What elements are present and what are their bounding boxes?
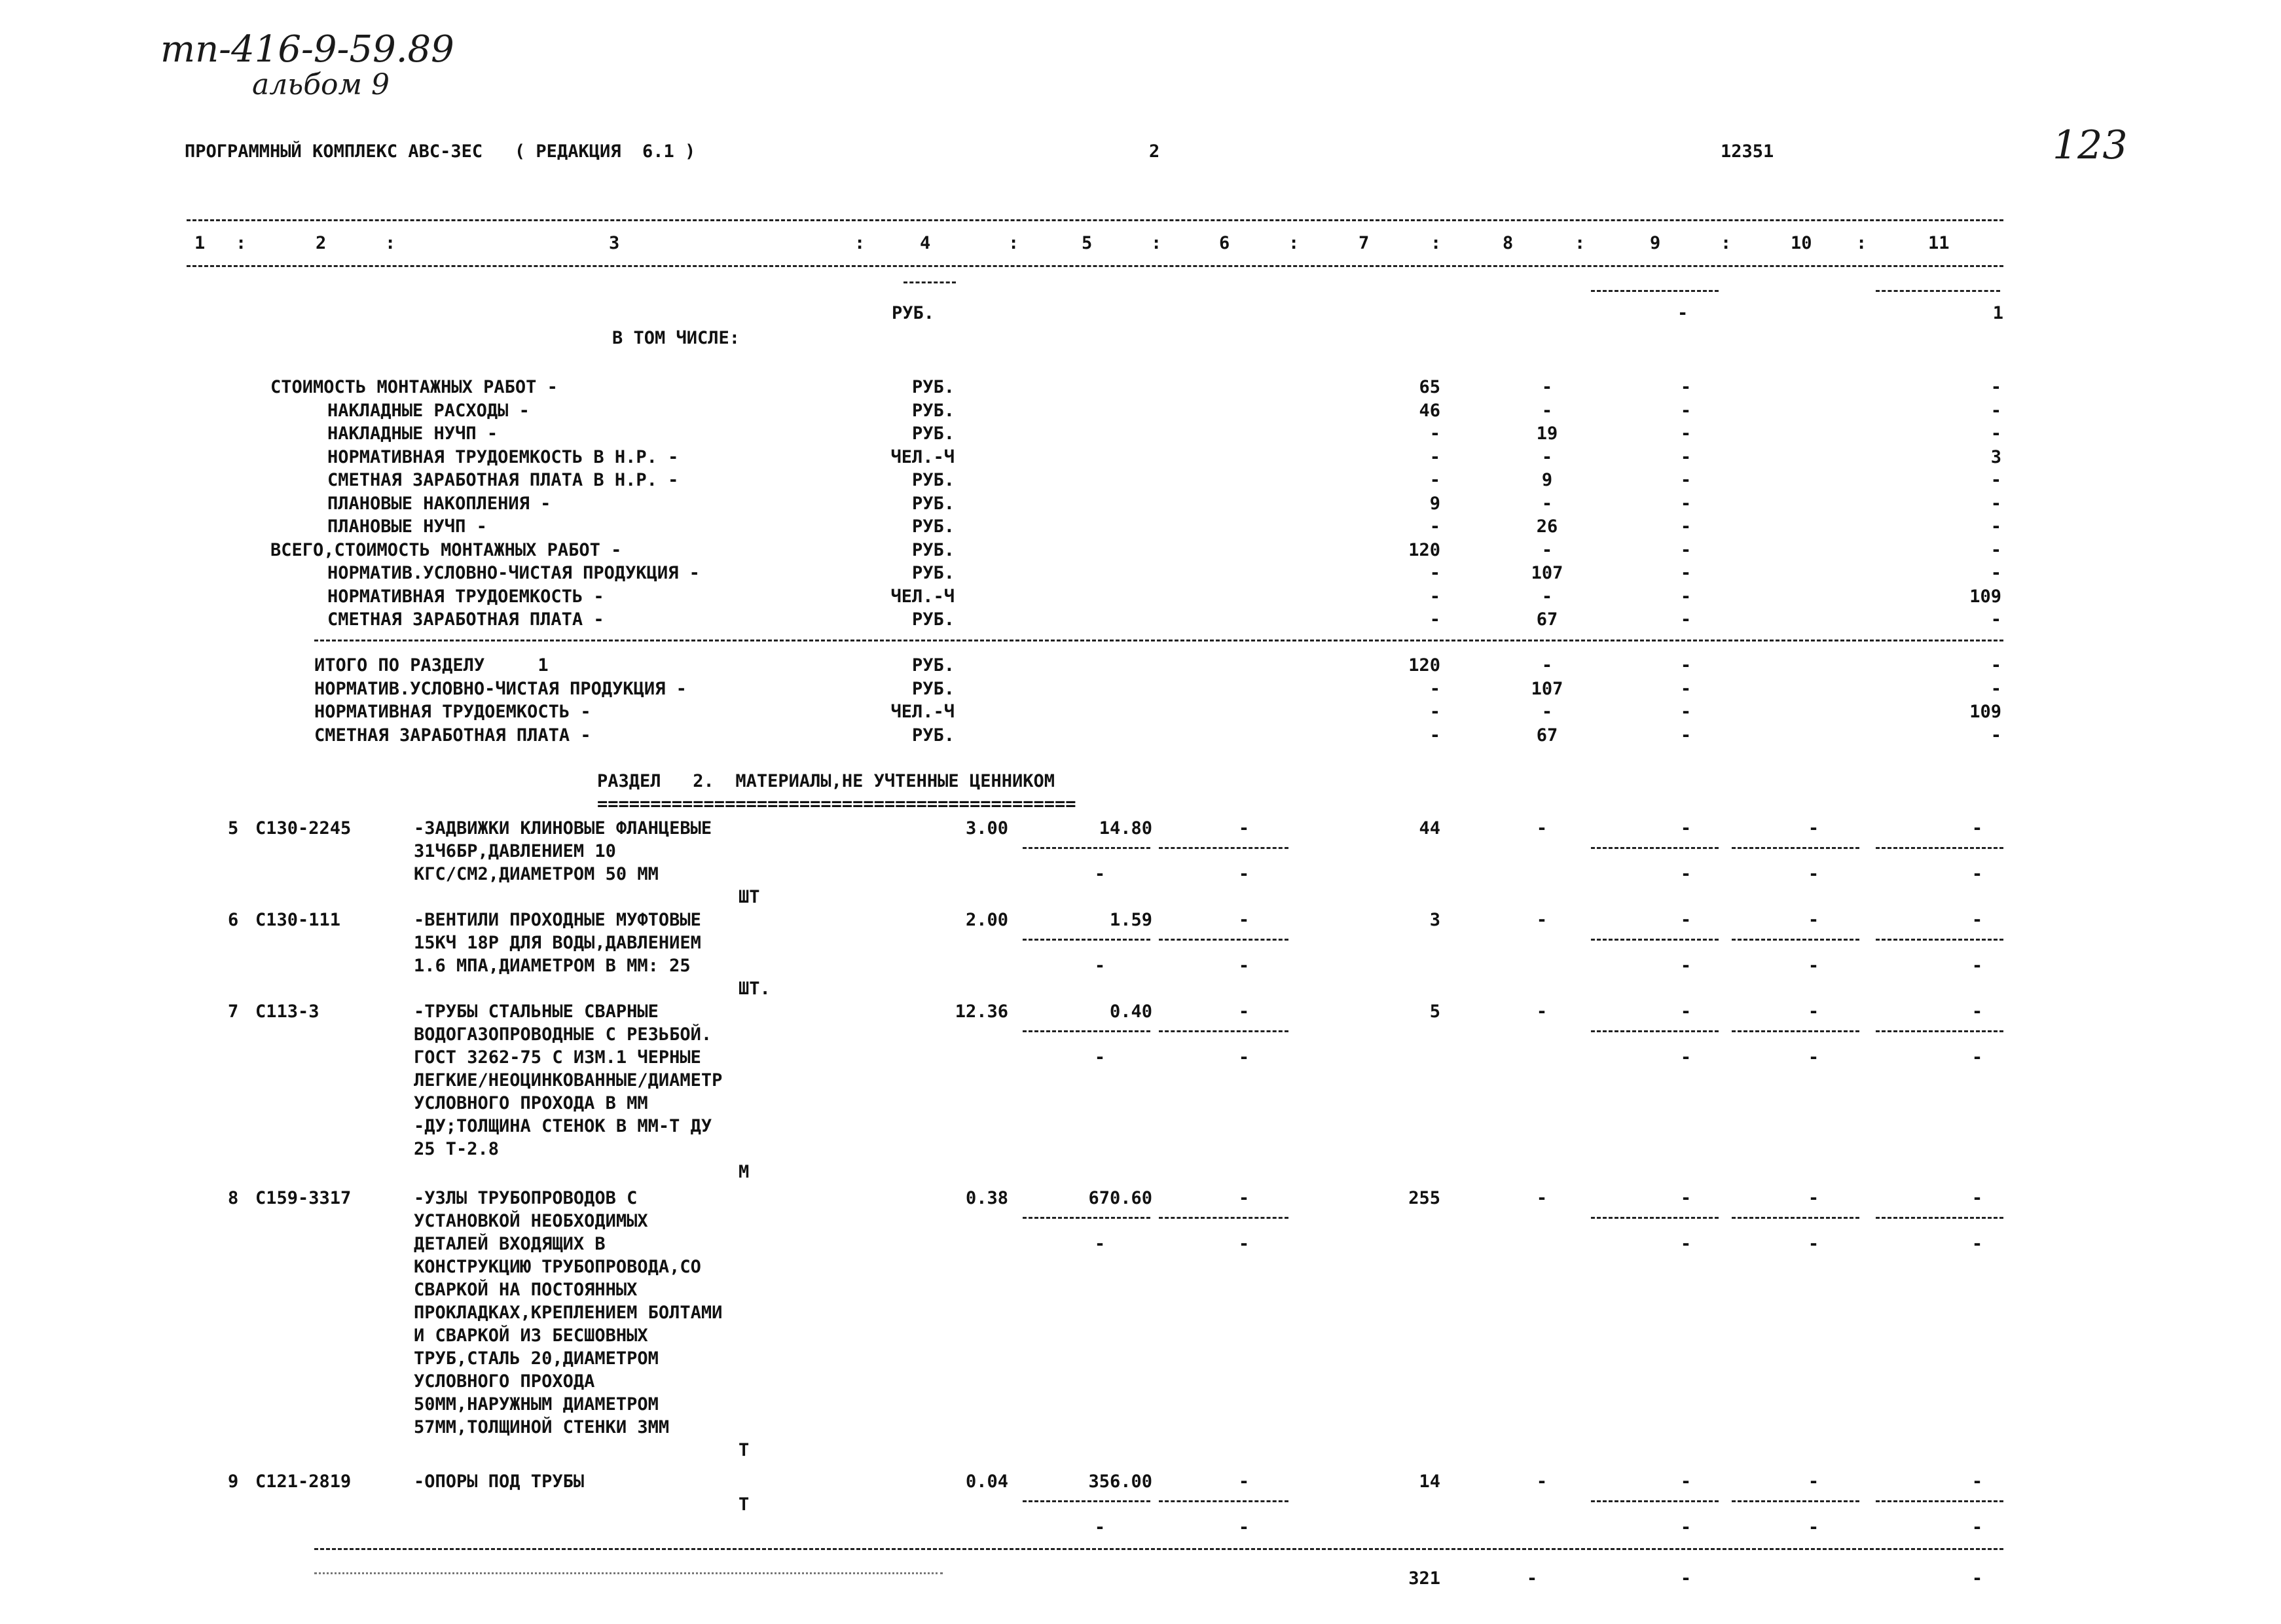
row-col8: - xyxy=(1541,539,1553,560)
item-description-line: -ЗАДВИЖКИ КЛИНОВЫЕ ФЛАНЦЕВЫЕ xyxy=(414,818,712,839)
sheet-number: 2 xyxy=(1149,141,1160,162)
item-sub-rule xyxy=(1159,847,1288,849)
bottom-total-col8: - xyxy=(1526,1568,1538,1589)
row-col7: 120 xyxy=(1408,539,1440,560)
row-label: ИТОГО ПО РАЗДЕЛУ 1 xyxy=(314,655,549,676)
row-col8: - xyxy=(1541,400,1553,421)
row-unit: РУБ. xyxy=(911,377,955,397)
column-header-6: 6 xyxy=(1219,233,1230,253)
row-col8: 9 xyxy=(1541,470,1553,490)
row-col7: - xyxy=(1429,678,1440,699)
row-col7: 120 xyxy=(1408,655,1440,676)
row-col9: - xyxy=(1680,563,1692,583)
item-sub-col9: - xyxy=(1680,1234,1692,1254)
item-sub-col11: - xyxy=(1971,1047,1983,1068)
top-rule-col9 xyxy=(1591,290,1719,292)
row-label: НОРМАТИВНАЯ ТРУДОЕМКОСТЬ - xyxy=(314,702,591,722)
item-description-line: 50ММ,НАРУЖНЫМ ДИАМЕТРОМ xyxy=(414,1394,659,1415)
column-header-10: 10 xyxy=(1791,233,1812,253)
item-sub-rule xyxy=(1591,1217,1719,1219)
row-col9: - xyxy=(1680,609,1692,630)
bottom-rule xyxy=(314,1548,2003,1550)
row-col11: 3 xyxy=(1990,446,2001,467)
item-sub-rule xyxy=(1732,1030,1859,1032)
item-description-line: -ВЕНТИЛИ ПРОХОДНЫЕ МУФТОВЫЕ xyxy=(414,910,701,930)
row-label: НОРМАТИВНАЯ ТРУДОЕМКОСТЬ - xyxy=(327,586,604,607)
bottom-faint-line xyxy=(314,1572,943,1574)
item-description-line: 57ММ,ТОЛЩИНОЙ СТЕНКИ 3ММ xyxy=(414,1417,670,1437)
item-col10: - xyxy=(1808,910,1819,930)
item-sub-rule xyxy=(1876,847,2003,849)
item-col11: - xyxy=(1971,1001,1983,1022)
item-description-line: ЛЕГКИЕ/НЕОЦИНКОВАННЫЕ/ДИАМЕТР xyxy=(414,1070,723,1091)
item-sub-col5: - xyxy=(1094,1517,1106,1538)
item-description-line: КГС/СМ2,ДИАМЕТРОМ 50 ММ xyxy=(414,864,659,884)
row-unit: ЧЕЛ.-Ч xyxy=(890,586,955,607)
header-bottom-rule xyxy=(187,265,2003,267)
item-sub-col11: - xyxy=(1971,1517,1983,1538)
handwritten-album: альбом 9 xyxy=(252,68,390,101)
column-header-1: 1 xyxy=(194,233,206,253)
item-unit-price: 1.59 xyxy=(1109,910,1152,930)
item-sub-col6: - xyxy=(1238,1234,1250,1254)
column-separator: : xyxy=(1721,233,1732,253)
item-col8: - xyxy=(1536,1001,1548,1022)
bottom-total-col9: - xyxy=(1680,1568,1692,1589)
item-sub-rule xyxy=(1876,939,2003,941)
row-col9: - xyxy=(1680,424,1692,444)
column-header-11: 11 xyxy=(1928,233,1950,253)
row-col11: - xyxy=(1990,470,2001,490)
item-col9: - xyxy=(1680,1188,1692,1208)
row-col8: - xyxy=(1541,493,1553,514)
row-col7: - xyxy=(1429,516,1440,537)
column-separator: : xyxy=(1151,233,1162,253)
item-description-line: ПРОКЛАДКАХ,КРЕПЛЕНИЕМ БОЛТАМИ xyxy=(414,1303,723,1323)
column-header-4: 4 xyxy=(920,233,931,253)
item-sub-rule xyxy=(1023,1217,1150,1219)
item-sub-rule xyxy=(1023,847,1150,849)
item-sub-col5: - xyxy=(1094,1047,1106,1068)
row-col9: - xyxy=(1680,493,1692,514)
including-label: В ТОМ ЧИСЛЕ: xyxy=(612,328,740,348)
item-description-line: -ДУ;ТОЛЩИНА СТЕНОК В ММ-Т ДУ xyxy=(414,1116,712,1136)
row-col9: - xyxy=(1680,470,1692,490)
item-description-line: 25 Т-2.8 xyxy=(414,1139,500,1159)
row-unit: РУБ. xyxy=(911,400,955,421)
row-col7: - xyxy=(1429,702,1440,722)
row-label: СМЕТНАЯ ЗАРАБОТНАЯ ПЛАТА В Н.Р. - xyxy=(327,470,679,490)
item-sub-rule xyxy=(1732,1217,1859,1219)
row-col9: - xyxy=(1680,586,1692,607)
item-sub-col11: - xyxy=(1971,1234,1983,1254)
row-col8: 107 xyxy=(1531,678,1563,699)
item-description-line: ДЕТАЛЕЙ ВХОДЯЩИХ В xyxy=(414,1234,606,1254)
row-label: СМЕТНАЯ ЗАРАБОТНАЯ ПЛАТА - xyxy=(314,725,591,746)
item-code: С159-3317 xyxy=(255,1188,352,1208)
top-unit: РУБ. xyxy=(892,303,935,323)
item-col6: - xyxy=(1238,910,1250,930)
item-description-line: 1.6 МПА,ДИАМЕТРОМ В ММ: 25 xyxy=(414,956,691,976)
item-sub-col11: - xyxy=(1971,864,1983,884)
item-unit: ШТ xyxy=(739,887,760,907)
item-col11: - xyxy=(1971,1471,1983,1492)
row-col7: 65 xyxy=(1419,377,1440,397)
item-quantity: 0.04 xyxy=(965,1471,1008,1492)
item-sub-rule xyxy=(1591,1030,1719,1032)
item-sub-rule xyxy=(1876,1030,2003,1032)
row-col11: - xyxy=(1990,678,2001,699)
document-code: 12351 xyxy=(1721,141,1774,162)
item-code: С130-111 xyxy=(255,910,341,930)
row-unit: ЧЕЛ.-Ч xyxy=(890,702,955,722)
item-unit: ШТ. xyxy=(739,979,771,999)
item-description-line: -УЗЛЫ ТРУБОПРОВОДОВ С xyxy=(414,1188,638,1208)
item-quantity: 3.00 xyxy=(965,818,1008,839)
row-col11: - xyxy=(1990,609,2001,630)
column-header-3: 3 xyxy=(609,233,620,253)
row-col8: - xyxy=(1541,446,1553,467)
row-col11: - xyxy=(1990,516,2001,537)
row-unit: РУБ. xyxy=(911,424,955,444)
row-col7: - xyxy=(1429,446,1440,467)
item-sub-rule xyxy=(1159,1500,1288,1502)
item-sub-rule xyxy=(1591,1500,1719,1502)
handwritten-doc-code: тп-416-9-59.89 xyxy=(160,28,454,71)
item-description-line: ВОДОГАЗОПРОВОДНЫЕ С РЕЗЬБОЙ. xyxy=(414,1024,712,1045)
item-col8: - xyxy=(1536,1188,1548,1208)
item-col7: 3 xyxy=(1429,910,1440,930)
item-col6: - xyxy=(1238,1001,1250,1022)
item-sub-col6: - xyxy=(1238,864,1250,884)
column-separator: : xyxy=(1008,233,1019,253)
row-col7: - xyxy=(1429,563,1440,583)
item-col6: - xyxy=(1238,818,1250,839)
item-sub-rule xyxy=(1023,1030,1150,1032)
top-short-rule xyxy=(903,281,956,283)
row-col11: - xyxy=(1990,424,2001,444)
row-col11: 109 xyxy=(1969,586,2001,607)
item-number: 6 xyxy=(228,910,239,930)
row-col9: - xyxy=(1680,516,1692,537)
column-header-9: 9 xyxy=(1650,233,1661,253)
item-sub-col6: - xyxy=(1238,1047,1250,1068)
column-header-7: 7 xyxy=(1359,233,1370,253)
top-col11-value: 1 xyxy=(1992,303,2003,323)
item-sub-col9: - xyxy=(1680,1047,1692,1068)
item-sub-rule xyxy=(1732,939,1859,941)
item-sub-col10: - xyxy=(1808,1047,1819,1068)
item-description-line: СВАРКОЙ НА ПОСТОЯННЫХ xyxy=(414,1280,638,1300)
item-sub-rule xyxy=(1023,939,1150,941)
item-col11: - xyxy=(1971,910,1983,930)
bottom-total-col11: - xyxy=(1971,1568,1983,1589)
item-sub-col9: - xyxy=(1680,864,1692,884)
row-col9: - xyxy=(1680,678,1692,699)
item-unit-price: 670.60 xyxy=(1088,1188,1152,1208)
item-unit-price: 14.80 xyxy=(1099,818,1152,839)
mounting-bottom-rule xyxy=(314,640,2003,641)
item-sub-col9: - xyxy=(1680,956,1692,976)
item-description-line: УСЛОВНОГО ПРОХОДА xyxy=(414,1371,595,1392)
column-header-5: 5 xyxy=(1082,233,1093,253)
row-col11: - xyxy=(1990,539,2001,560)
item-description-line: ГОСТ 3262-75 С ИЗМ.1 ЧЕРНЫЕ xyxy=(414,1047,701,1068)
item-col8: - xyxy=(1536,818,1548,839)
item-sub-col10: - xyxy=(1808,1234,1819,1254)
item-unit-price: 0.40 xyxy=(1109,1001,1152,1022)
handwritten-page-number: 123 xyxy=(2053,122,2128,168)
item-description-line: КОНСТРУКЦИЮ ТРУБОПРОВОДА,СО xyxy=(414,1257,701,1277)
item-col10: - xyxy=(1808,1471,1819,1492)
row-col9: - xyxy=(1680,655,1692,676)
item-col10: - xyxy=(1808,818,1819,839)
item-code: С121-2819 xyxy=(255,1471,352,1492)
item-col9: - xyxy=(1680,1001,1692,1022)
item-col11: - xyxy=(1971,1188,1983,1208)
item-col8: - xyxy=(1536,910,1548,930)
item-col6: - xyxy=(1238,1188,1250,1208)
item-col9: - xyxy=(1680,818,1692,839)
item-sub-rule xyxy=(1876,1500,2003,1502)
row-col8: - xyxy=(1541,586,1553,607)
row-col7: - xyxy=(1429,424,1440,444)
item-description-line: УСТАНОВКОЙ НЕОБХОДИМЫХ xyxy=(414,1211,648,1231)
row-col7: - xyxy=(1429,470,1440,490)
item-number: 5 xyxy=(228,818,239,839)
row-label: СТОИМОСТЬ МОНТАЖНЫХ РАБОТ - xyxy=(270,377,558,397)
row-label: СМЕТНАЯ ЗАРАБОТНАЯ ПЛАТА - xyxy=(327,609,604,630)
item-sub-rule xyxy=(1159,1030,1288,1032)
item-quantity: 0.38 xyxy=(965,1188,1008,1208)
row-label: НАКЛАДНЫЕ РАСХОДЫ - xyxy=(327,400,530,421)
row-unit: РУБ. xyxy=(911,609,955,630)
item-unit-price: 356.00 xyxy=(1088,1471,1152,1492)
item-unit: Т xyxy=(739,1494,750,1515)
item-quantity: 12.36 xyxy=(955,1001,1008,1022)
row-unit: РУБ. xyxy=(911,563,955,583)
item-sub-col9: - xyxy=(1680,1517,1692,1538)
row-unit: РУБ. xyxy=(911,725,955,746)
row-col7: - xyxy=(1429,586,1440,607)
row-label: ПЛАНОВЫЕ НАКОПЛЕНИЯ - xyxy=(327,493,551,514)
row-col7: - xyxy=(1429,725,1440,746)
row-unit: РУБ. xyxy=(911,539,955,560)
item-sub-col11: - xyxy=(1971,956,1983,976)
item-sub-col5: - xyxy=(1094,956,1106,976)
item-col7: 255 xyxy=(1408,1188,1440,1208)
row-unit: РУБ. xyxy=(911,655,955,676)
item-number: 7 xyxy=(228,1001,239,1022)
item-sub-rule xyxy=(1732,1500,1859,1502)
row-unit: РУБ. xyxy=(911,470,955,490)
item-description-line: ТРУБ,СТАЛЬ 20,ДИАМЕТРОМ xyxy=(414,1348,659,1369)
row-unit: РУБ. xyxy=(911,493,955,514)
row-col11: 109 xyxy=(1969,702,2001,722)
row-col7: 46 xyxy=(1419,400,1440,421)
row-col11: - xyxy=(1990,655,2001,676)
row-col7: - xyxy=(1429,609,1440,630)
item-description-line: 31Ч6БР,ДАВЛЕНИЕМ 10 xyxy=(414,841,616,861)
program-header: ПРОГРАММНЫЙ КОМПЛЕКС АВС-ЗЕС ( РЕДАКЦИЯ 6.1 ) xyxy=(185,141,696,162)
item-description-line: -ТРУБЫ СТАЛЬНЫЕ СВАРНЫЕ xyxy=(414,1001,659,1022)
item-sub-rule xyxy=(1876,1217,2003,1219)
item-sub-col10: - xyxy=(1808,956,1819,976)
item-sub-rule xyxy=(1159,939,1288,941)
row-col11: - xyxy=(1990,725,2001,746)
item-quantity: 2.00 xyxy=(965,910,1008,930)
column-header-8: 8 xyxy=(1503,233,1514,253)
row-col8: 107 xyxy=(1531,563,1563,583)
item-col10: - xyxy=(1808,1001,1819,1022)
item-unit: М xyxy=(739,1162,750,1182)
item-number: 9 xyxy=(228,1471,239,1492)
item-sub-col5: - xyxy=(1094,1234,1106,1254)
item-col11: - xyxy=(1971,818,1983,839)
item-unit: Т xyxy=(739,1440,750,1460)
row-col9: - xyxy=(1680,702,1692,722)
item-code: С113-3 xyxy=(255,1001,319,1022)
item-description-line: 15КЧ 18Р ДЛЯ ВОДЫ,ДАВЛЕНИЕМ xyxy=(414,933,701,953)
item-sub-col6: - xyxy=(1238,956,1250,976)
item-sub-col5: - xyxy=(1094,864,1106,884)
section-2-underline: ============================================= xyxy=(597,794,1076,814)
row-col8: 26 xyxy=(1536,516,1558,537)
row-col9: - xyxy=(1680,400,1692,421)
column-separator: : xyxy=(854,233,866,253)
row-label: НАКЛАДНЫЕ НУЧП - xyxy=(327,424,498,444)
row-col11: - xyxy=(1990,493,2001,514)
item-col7: 14 xyxy=(1419,1471,1440,1492)
item-col7: 5 xyxy=(1429,1001,1440,1022)
item-sub-col10: - xyxy=(1808,1517,1819,1538)
column-separator: : xyxy=(236,233,247,253)
item-sub-col6: - xyxy=(1238,1517,1250,1538)
item-col9: - xyxy=(1680,910,1692,930)
item-col7: 44 xyxy=(1419,818,1440,839)
row-label: НОРМАТИВ.УСЛОВНО-ЧИСТАЯ ПРОДУКЦИЯ - xyxy=(314,678,687,699)
row-unit: РУБ. xyxy=(911,678,955,699)
bottom-total-col7: 321 xyxy=(1408,1568,1440,1589)
row-col8: 19 xyxy=(1536,424,1558,444)
row-unit: РУБ. xyxy=(911,516,955,537)
column-header-2: 2 xyxy=(316,233,327,253)
item-description-line: -ОПОРЫ ПОД ТРУБЫ xyxy=(414,1471,585,1492)
column-separator: : xyxy=(1431,233,1442,253)
item-sub-rule xyxy=(1591,939,1719,941)
item-sub-rule xyxy=(1591,847,1719,849)
row-label: НОРМАТИВНАЯ ТРУДОЕМКОСТЬ В Н.Р. - xyxy=(327,446,679,467)
row-col11: - xyxy=(1990,400,2001,421)
item-sub-rule xyxy=(1732,847,1859,849)
section-2-title: РАЗДЕЛ 2. МАТЕРИАЛЫ,НЕ УЧТЕННЫЕ ЦЕННИКОМ xyxy=(597,771,1055,791)
item-col9: - xyxy=(1680,1471,1692,1492)
top-col9-dash: - xyxy=(1677,303,1688,323)
item-sub-col10: - xyxy=(1808,864,1819,884)
header-top-rule xyxy=(187,219,2003,221)
row-col8: 67 xyxy=(1536,725,1558,746)
row-unit: ЧЕЛ.-Ч xyxy=(890,446,955,467)
item-description-line: И СВАРКОЙ ИЗ БЕСШОВНЫХ xyxy=(414,1326,648,1346)
top-rule-col11 xyxy=(1876,290,2000,292)
row-col11: - xyxy=(1990,563,2001,583)
item-sub-rule xyxy=(1159,1217,1288,1219)
item-description-line: УСЛОВНОГО ПРОХОДА В ММ xyxy=(414,1093,648,1113)
row-col7: 9 xyxy=(1429,493,1440,514)
column-separator: : xyxy=(385,233,396,253)
column-separator: : xyxy=(1575,233,1586,253)
row-col9: - xyxy=(1680,377,1692,397)
row-col8: 67 xyxy=(1536,609,1558,630)
column-separator: : xyxy=(1856,233,1867,253)
row-col8: - xyxy=(1541,702,1553,722)
row-label: НОРМАТИВ.УСЛОВНО-ЧИСТАЯ ПРОДУКЦИЯ - xyxy=(327,563,700,583)
item-sub-rule xyxy=(1023,1500,1150,1502)
row-col8: - xyxy=(1541,655,1553,676)
item-col6: - xyxy=(1238,1471,1250,1492)
row-col9: - xyxy=(1680,725,1692,746)
row-label: ПЛАНОВЫЕ НУЧП - xyxy=(327,516,487,537)
row-label: ВСЕГО,СТОИМОСТЬ МОНТАЖНЫХ РАБОТ - xyxy=(270,539,622,560)
row-col9: - xyxy=(1680,539,1692,560)
item-col8: - xyxy=(1536,1471,1548,1492)
row-col11: - xyxy=(1990,377,2001,397)
item-code: С130-2245 xyxy=(255,818,352,839)
row-col8: - xyxy=(1541,377,1553,397)
column-separator: : xyxy=(1288,233,1300,253)
item-col10: - xyxy=(1808,1188,1819,1208)
row-col9: - xyxy=(1680,446,1692,467)
item-number: 8 xyxy=(228,1188,239,1208)
